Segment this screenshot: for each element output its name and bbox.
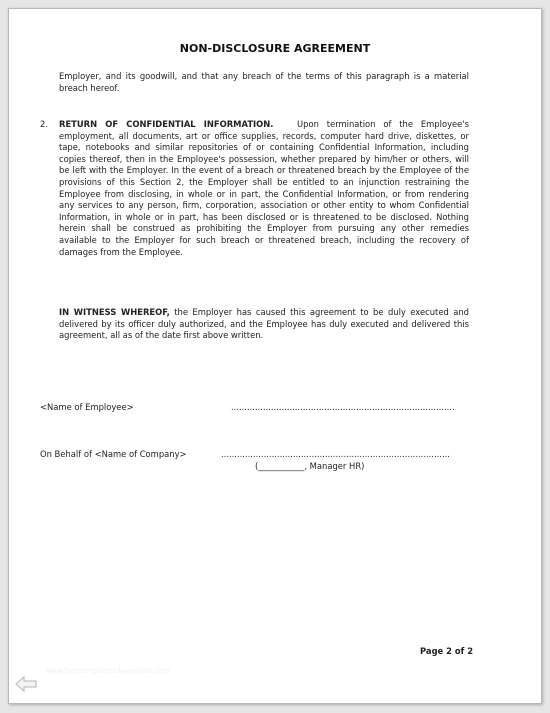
watermark: www.freetemplatesdownload.com xyxy=(45,667,170,675)
back-arrow-icon[interactable] xyxy=(15,676,37,692)
witness-paragraph xyxy=(59,307,469,342)
witness-heading: IN WITNESS WHEREOF, xyxy=(59,307,170,317)
employee-signature-line: .................................................................................... xyxy=(231,402,455,412)
page-number: Page 2 of 2 xyxy=(420,646,474,656)
intro-paragraph: Employer, and its goodwill, and that any breach of the terms of this paragraph is a material breach hereof. xyxy=(59,71,469,93)
section-number: 2. xyxy=(40,119,48,129)
company-name-label: On Behalf of <Name of Company> xyxy=(40,449,187,459)
document-title: NON-DISCLOSURE AGREEMENT xyxy=(179,42,371,55)
witness-body: the Employer has caused this agreement to be duly executed and delivered by its officer duly authorized, and the Employee has duly executed and delivered this agreement, all as of the date first above written. xyxy=(59,307,469,341)
manager-hr-caption: (___________, Manager HR) xyxy=(255,461,365,471)
section-2-paragraph xyxy=(59,119,469,258)
section-2-heading: RETURN OF CONFIDENTIAL INFORMATION. xyxy=(59,119,274,129)
company-signature-line: ...................................................................................... xyxy=(221,449,450,459)
section-2-body: Upon termination of the Employee's employment, all documents, art or office supplies, records, computer hard drive, diskettes, or tape, notebooks and similar repositories of or containing Confidential Information, including copies thereof, then in the Employee's possession, whether prepared by him/her or others, will be left with the Employer. In the event of a breach or threatened breach by the Employee of the provisions of this Section 2, the Employer shall be entitled to an injunction restraining the Employee from disclosing, in whole or in part, the Confidential Information, or from rendering any services to any person, firm, corporation, association or other entity to whom Confidential Information, in whole or in part, has been disclosed or is threatened to be disclosed. Nothing herein shall be construed as prohibiting the Employer from pursuing any other remedies available to the Employer for such breach or threatened breach, including the recovery of damages from the Employee. xyxy=(59,119,470,257)
employee-name-label: <Name of Employee> xyxy=(40,402,134,412)
document-page xyxy=(8,8,542,704)
